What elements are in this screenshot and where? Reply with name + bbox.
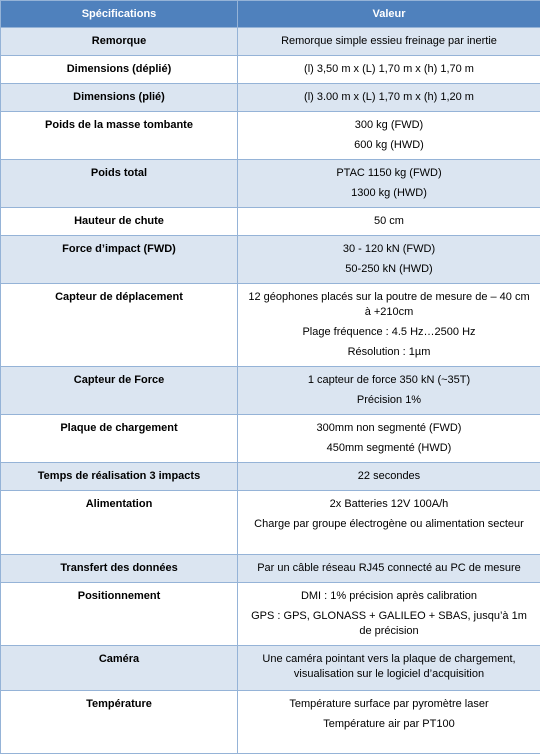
value-line: PTAC 1150 kg (FWD) <box>246 166 532 181</box>
table-row <box>1 583 540 646</box>
spec-cell: Dimensions (plié) <box>1 84 238 112</box>
value-cell <box>238 555 540 583</box>
value-line: Température surface par pyromètre laser <box>246 697 532 712</box>
value-line: 600 kg (HWD) <box>246 138 532 153</box>
value-line: 450mm segmenté (HWD) <box>246 441 532 456</box>
spec-cell: Température <box>1 691 238 754</box>
value-line: 22 secondes <box>246 469 532 484</box>
table-row <box>1 56 540 84</box>
value-cell <box>238 691 540 754</box>
value-cell <box>238 415 540 463</box>
spec-cell: Capteur de Force <box>1 367 238 415</box>
table-row <box>1 646 540 691</box>
value-line: Précision 1% <box>246 393 532 408</box>
value-line: Par un câble réseau RJ45 connecté au PC de mesure <box>246 561 532 576</box>
value-line: Charge par groupe électrogène ou alimentation secteur <box>246 517 532 532</box>
value-line: (l) 3,50 m x (L) 1,70 m x (h) 1,70 m <box>246 62 532 77</box>
spec-cell: Poids total <box>1 160 238 208</box>
value-line: 1300 kg (HWD) <box>246 186 532 201</box>
value-cell <box>238 284 540 367</box>
column-header-valeur: Valeur <box>238 1 540 28</box>
table-row <box>1 284 540 367</box>
table-row <box>1 415 540 463</box>
value-cell <box>238 463 540 491</box>
value-cell <box>238 84 540 112</box>
table-row <box>1 367 540 415</box>
value-line: 300 kg (FWD) <box>246 118 532 133</box>
spec-cell: Positionnement <box>1 583 238 646</box>
table-row <box>1 84 540 112</box>
value-line: 12 géophones placés sur la poutre de mesure de – 40 cm à +210cm <box>246 290 532 320</box>
value-cell <box>238 160 540 208</box>
value-line: Remorque simple essieu freinage par inertie <box>246 34 532 49</box>
value-line: Résolution : 1µm <box>246 345 532 360</box>
table-row <box>1 491 540 555</box>
value-cell <box>238 646 540 691</box>
table-row <box>1 463 540 491</box>
value-cell <box>238 491 540 555</box>
value-line: DMI : 1% précision après calibration <box>246 589 532 604</box>
value-cell <box>238 208 540 236</box>
table-row <box>1 112 540 160</box>
value-line: 2x Batteries 12V 100A/h <box>246 497 532 512</box>
table-row <box>1 555 540 583</box>
value-line: 300mm non segmenté (FWD) <box>246 421 532 436</box>
table-row <box>1 160 540 208</box>
value-cell <box>238 56 540 84</box>
value-line: Une caméra pointant vers la plaque de chargement, visualisation sur le logiciel d’acquisition <box>246 652 532 682</box>
table-body <box>1 28 540 754</box>
spec-cell: Temps de réalisation 3 impacts <box>1 463 238 491</box>
value-line: Température air par PT100 <box>246 717 532 732</box>
value-line: Plage fréquence : 4.5 Hz…2500 Hz <box>246 325 532 340</box>
table-row <box>1 208 540 236</box>
spec-cell: Alimentation <box>1 491 238 555</box>
value-cell <box>238 583 540 646</box>
column-header-specifications: Spécifications <box>1 1 238 28</box>
spec-cell: Transfert des données <box>1 555 238 583</box>
value-line: 30 - 120 kN (FWD) <box>246 242 532 257</box>
spec-cell: Remorque <box>1 28 238 56</box>
table-header-row <box>1 1 540 28</box>
value-line: 50-250 kN (HWD) <box>246 262 532 277</box>
value-line: 1 capteur de force 350 kN (~35T) <box>246 373 532 388</box>
table-row <box>1 691 540 754</box>
value-line: 50 cm <box>246 214 532 229</box>
spec-cell: Force d’impact (FWD) <box>1 236 238 284</box>
table-row <box>1 236 540 284</box>
value-cell <box>238 112 540 160</box>
value-line: (l) 3.00 m x (L) 1,70 m x (h) 1,20 m <box>246 90 532 105</box>
spec-cell: Hauteur de chute <box>1 208 238 236</box>
spec-cell: Dimensions (déplié) <box>1 56 238 84</box>
spec-cell: Caméra <box>1 646 238 691</box>
spec-cell: Poids de la masse tombante <box>1 112 238 160</box>
table-row <box>1 28 540 56</box>
spec-cell: Capteur de déplacement <box>1 284 238 367</box>
spec-cell: Plaque de chargement <box>1 415 238 463</box>
value-cell <box>238 236 540 284</box>
value-line: GPS : GPS, GLONASS + GALILEO + SBAS, jusqu’à 1m de précision <box>246 609 532 639</box>
value-cell <box>238 28 540 56</box>
value-cell <box>238 367 540 415</box>
